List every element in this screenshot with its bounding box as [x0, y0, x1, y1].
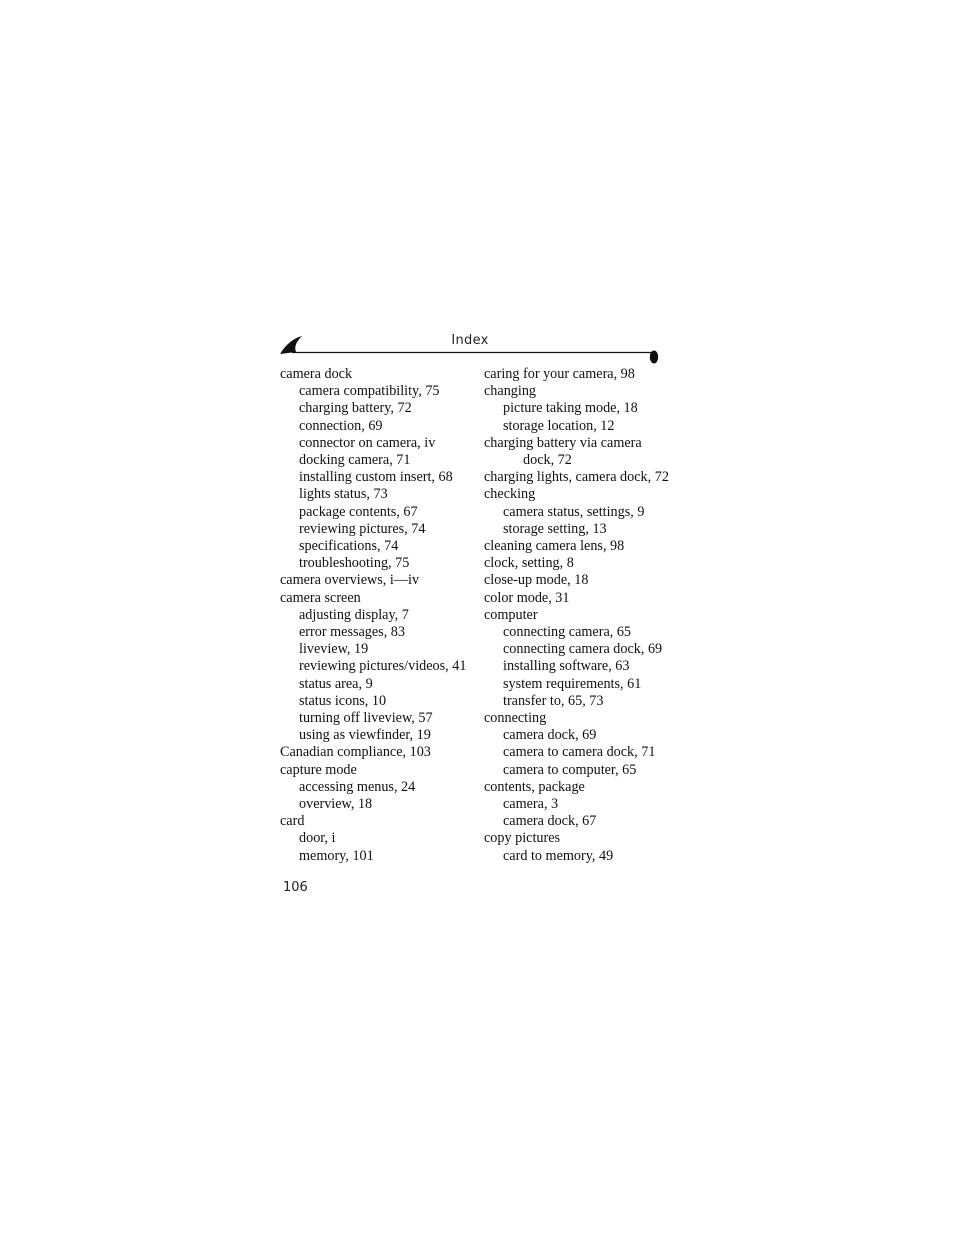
- index-subterm: camera, 3: [503, 796, 559, 813]
- index-subterm: turning off liveview, 57: [299, 710, 433, 727]
- index-subterm: camera compatibility, 75: [299, 383, 440, 400]
- index-subterm: installing software, 63: [503, 658, 630, 675]
- index-subterm: accessing menus, 24: [299, 778, 416, 795]
- index-subterm: camera dock, 67: [503, 813, 597, 830]
- index-subterm: docking camera, 71: [299, 452, 411, 469]
- index-term: charging battery via camera: [484, 434, 642, 451]
- index-entry: [280, 572, 466, 589]
- index-entry: [280, 762, 466, 814]
- index-subterm: status area, 9: [299, 675, 373, 692]
- index-term: close-up mode, 18: [484, 572, 589, 589]
- index-subterm: specifications, 74: [299, 538, 399, 555]
- index-term: contents, package: [484, 778, 585, 795]
- index-term: checking: [484, 486, 536, 503]
- index-subterm: camera to camera dock, 71: [503, 744, 656, 761]
- index-term: card: [280, 813, 305, 830]
- index-entry: [484, 779, 669, 831]
- index-subterm: storage location, 12: [503, 417, 615, 434]
- index-entry: [484, 486, 669, 538]
- index-term: charging lights, camera dock, 72: [484, 469, 669, 486]
- index-subterm: camera to computer, 65: [503, 761, 637, 778]
- index-subterm: connecting camera, 65: [503, 624, 632, 641]
- index-subterm: reviewing pictures, 74: [299, 520, 426, 537]
- index-entry: [280, 744, 466, 761]
- index-term-continuation: dock, 72: [523, 452, 572, 469]
- index-subterm: transfer to, 65, 73: [503, 692, 604, 709]
- index-entry: [484, 538, 669, 555]
- index-term: camera dock: [280, 366, 353, 382]
- index-term: cleaning camera lens, 98: [484, 538, 625, 555]
- left-swoosh-ornament: [280, 336, 302, 354]
- index-term: computer: [484, 606, 538, 623]
- index-subterm: connecting camera dock, 69: [503, 641, 663, 658]
- index-entry: [280, 590, 466, 745]
- index-term: changing: [484, 383, 537, 400]
- running-header-title: Index: [451, 333, 489, 348]
- index-entry: [484, 383, 669, 435]
- index-entry: [484, 572, 669, 589]
- index-entry: [484, 710, 669, 779]
- index-subterm: using as viewfinder, 19: [299, 727, 431, 744]
- index-entry: [484, 435, 669, 469]
- index-subterm: connection, 69: [299, 417, 383, 434]
- header-rule: [278, 334, 662, 368]
- index-entry: [484, 366, 669, 383]
- index-subterm: liveview, 19: [299, 641, 369, 658]
- index-column-left: [280, 366, 466, 865]
- index-subterm: camera dock, 69: [503, 727, 597, 744]
- index-entry: [484, 555, 669, 572]
- right-dot-ornament: [650, 351, 658, 364]
- index-entry: [280, 813, 466, 865]
- index-term: camera screen: [280, 589, 361, 606]
- index-subterm: connector on camera, iv: [299, 434, 436, 451]
- index-term: color mode, 31: [484, 589, 570, 606]
- index-subterm: charging battery, 72: [299, 400, 412, 417]
- index-entry: [484, 830, 669, 864]
- index-term: camera overviews, i—iv: [280, 572, 420, 589]
- index-subterm: overview, 18: [299, 796, 373, 813]
- index-entry: [484, 590, 669, 607]
- index-term: capture mode: [280, 761, 357, 778]
- index-term: copy pictures: [484, 830, 561, 847]
- index-subterm: system requirements, 61: [503, 675, 642, 692]
- index-subterm: door, i: [299, 830, 336, 847]
- index-term: connecting: [484, 710, 547, 727]
- index-subterm: lights status, 73: [299, 486, 388, 503]
- index-subterm: package contents, 67: [299, 503, 418, 520]
- index-subterm: memory, 101: [299, 847, 374, 864]
- index-entry: [484, 469, 669, 486]
- index-subterm: error messages, 83: [299, 624, 405, 641]
- index-entry: [484, 607, 669, 710]
- index-subterm: installing custom insert, 68: [299, 469, 453, 486]
- index-subterm: reviewing pictures/videos, 41: [299, 658, 467, 675]
- index-subterm: troubleshooting, 75: [299, 555, 410, 572]
- index-term: clock, setting, 8: [484, 555, 574, 572]
- index-subterm: picture taking mode, 18: [503, 400, 638, 417]
- index-term: Canadian compliance, 103: [280, 744, 431, 761]
- page-number: 106: [283, 880, 308, 895]
- index-term: caring for your camera, 98: [484, 366, 635, 382]
- index-subterm: status icons, 10: [299, 692, 387, 709]
- index-subterm: storage setting, 13: [503, 520, 607, 537]
- index-subterm: camera status, settings, 9: [503, 503, 645, 520]
- index-column-right: [484, 366, 669, 865]
- index-entry: [280, 366, 466, 572]
- index-subterm: adjusting display, 7: [299, 606, 409, 623]
- index-subterm: card to memory, 49: [503, 847, 614, 864]
